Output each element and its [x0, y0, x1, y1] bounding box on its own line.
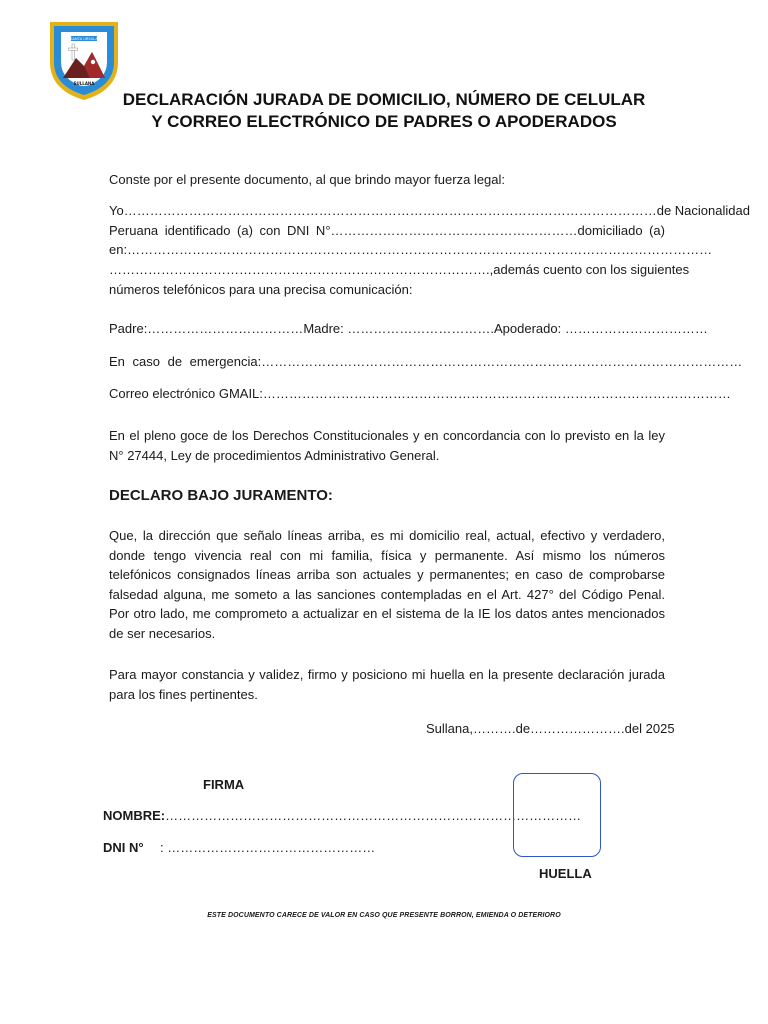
nombre-row	[103, 808, 581, 823]
address-blank: …………………………………………………………………………….,	[109, 262, 494, 277]
identity-line-3: en:………………………………………………………………………………………………………………………	[109, 242, 713, 257]
document-title-line-1: DECLARACIÓN JURADA DE DOMICILIO, NÚMERO DE CELULAR	[122, 90, 646, 109]
nationality-text: de Nacionalidad	[656, 203, 750, 218]
email-field: Correo electrónico GMAIL:………………………………………………………………………………………………	[109, 386, 731, 401]
madre-field: Madre: …………………………….	[303, 321, 494, 336]
identity-line-5: números telefónicos para una precisa comunicación:	[109, 282, 413, 297]
firma-label: FIRMA	[203, 777, 245, 792]
name-blank: Yo……………………………………………………………………………………………………………	[109, 203, 657, 218]
dni-label: DNI N°	[103, 840, 144, 855]
declaro-heading: DECLARO BAJO JURAMENTO:	[109, 487, 333, 504]
emergency-blank: …………………………………………………………………………………………………	[261, 354, 743, 369]
identity-line-4	[109, 261, 690, 279]
intro-text: Conste por el presente documento, al que brindo mayor fuerza legal:	[109, 172, 506, 187]
dni-row	[103, 840, 375, 855]
phones-intro-text: además cuento con los siguientes	[493, 262, 690, 277]
huella-label: HUELLA	[539, 866, 592, 881]
document-title-line-2: Y CORREO ELECTRÓNICO DE PADRES O APODERADOS	[151, 112, 617, 131]
nombre-blank: ……………………………………………………………………………………	[165, 808, 582, 823]
constancia-paragraph: Para mayor constancia y validez, firmo y posiciono mi huella en la presente declaración jurada para los fines pertinentes.	[109, 667, 665, 702]
emergency-row	[109, 353, 743, 371]
identity-line-1	[109, 202, 750, 220]
declaration-paragraph: Que, la dirección que señalo líneas arriba, es mi domicilio real, actual, efectivo y verdadero, donde tengo vivencia real con mi familia, física y permanente. Así mismo los números telefónicos consignados líneas arriba son actuales y permanentes; en caso de comprobarse falsedad alguna, me someto a las sanciones contempladas en el Art. 427° del Código Penal. Por otro lado, me comprometo a actualizar en el sistema de la IE los datos antes mencionados de ser necesarios.	[109, 528, 665, 641]
legal-basis-paragraph: En el pleno goce de los Derechos Constitucionales y en concordancia con lo previsto en la ley N° 27444, Ley de procedimientos Administrativo General.	[109, 428, 665, 463]
crest-motto: SANTA URSULA	[70, 37, 98, 41]
place-date-line: Sullana,……….de………………….del 2025	[426, 721, 675, 736]
emergency-label: En caso de emergencia:	[109, 354, 262, 369]
padre-field: Padre:………………………………	[109, 321, 304, 336]
fingerprint-box	[513, 773, 601, 857]
phones-row	[109, 320, 708, 338]
nombre-label: NOMBRE:	[103, 808, 166, 823]
footer-note: ESTE DOCUMENTO CARECE DE VALOR EN CASO QUE PRESENTE BORRON, EMIENDA O DETERIORO	[207, 912, 561, 919]
apoderado-field: Apoderado: ……………………………	[494, 321, 708, 336]
crest-city: SULLANA	[73, 81, 95, 86]
identity-line-2: Peruana identificado (a) con DNI N°…………………………………………………domiciliado (a)	[109, 223, 665, 238]
dni-blank: : …………………………………………	[160, 840, 376, 855]
